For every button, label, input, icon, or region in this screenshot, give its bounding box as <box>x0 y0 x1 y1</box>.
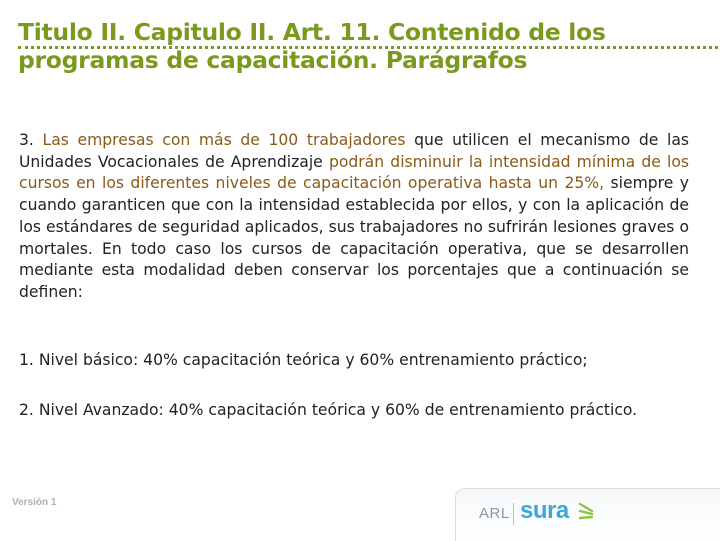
paragraph-text-2: siempre y cuando garanticen que con la intensidad establecida por ellos, y con la aplicación de los estándares de seguridad aplicados, sus trabajadores no sufrirán lesiones graves o mortales. En todo caso los cursos de capacitación operativa, que se desarrollen mediante esta modalidad deben conservar los porcentajes que a continuación se definen: <box>19 174 689 301</box>
logo-sura-text: sura <box>520 497 569 524</box>
paragraph-3 <box>19 130 689 304</box>
logo-arl-text: ARL <box>479 505 510 522</box>
paragraph-number: 3. <box>19 131 43 149</box>
version-label: Versión 1 <box>12 497 57 508</box>
paragraph-text-1: que utilicen el mecanismo de las Unidades Vocacionales de Aprendizaje <box>19 131 690 171</box>
list-item-advanced: 2. Nivel Avanzado: 40% capacitación teórica y 60% de entrenamiento práctico. <box>19 401 638 419</box>
highlight-companies: Las empresas con más de 100 trabajadores <box>42 131 406 149</box>
highlight-reduction: podrán disminuir la intensidad mínima de los cursos en los diferentes niveles de capacitación operativa hasta un 25%, <box>19 152 689 193</box>
list-item-basic: 1. Nivel básico: 40% capacitación teórica y 60% entrenamiento práctico; <box>19 351 588 369</box>
sura-swoosh-icon <box>578 500 600 526</box>
title-dotted-divider <box>18 46 718 49</box>
slide-title: Titulo II. Capitulo II. Art. 11. Contenido de los programas de capacitación. Parágrafos <box>18 18 606 74</box>
logo-separator <box>513 503 514 525</box>
